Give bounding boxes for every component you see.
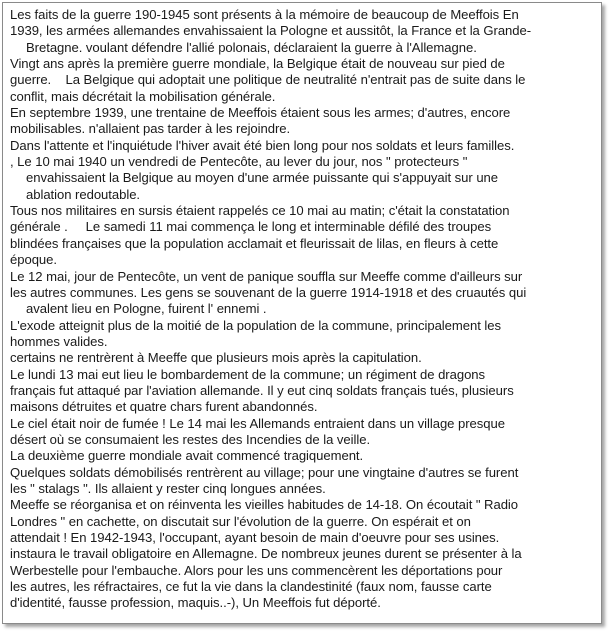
text-line: Les faits de la guerre 190-1945 sont présents à la mémoire de beaucoup de Meeffois En	[10, 7, 519, 22]
text-line: Dans l'attente et l'inquiétude l'hiver avait été bien long pour nos soldats et leurs familles.	[10, 137, 515, 153]
text-line: Werbestelle pour l'embauche. Alors pour les uns commencèrent les déportations pour	[10, 562, 503, 578]
text-line: mobilisables. n'allaient pas tarder à les rejoindre.	[10, 121, 291, 137]
text-line: La deuxième guerre mondiale avait commencé tragiquement.	[10, 448, 364, 464]
document-frame	[2, 2, 602, 624]
text-line: , Le 10 mai 1940 un vendredi de Pentecôte, au lever du jour, nos " protecteurs "	[10, 154, 468, 170]
text-line: désert où se consumaient les restes des Incendies de la veille.	[10, 431, 371, 447]
text-line: Tous nos militaires en sursis étaient rappelés ce 10 mai au matin; c'était la constatation	[10, 203, 510, 219]
text-line: blindées françaises que la population acclamait et fleurissait de lilas, en fleurs à cette	[10, 235, 499, 251]
text-line: L'exode atteignit plus de la moitié de la population de la commune, principalement les	[10, 317, 501, 333]
text-line: générale . Le samedi 11 mai commença le long et interminable défilé des troupes	[10, 219, 492, 235]
text-line: hommes valides.	[10, 333, 108, 349]
text-line: En septembre 1939, une trentaine de Meeffois étaient sous les armes; d'autres, encore	[10, 105, 511, 121]
text-line: Quelques soldats démobilisés rentrèrent au village; pour une vingtaine d'autres se furent	[10, 464, 519, 480]
text-line: Vingt ans après la première guerre mondiale, la Belgique était de nouveau sur pied de	[10, 56, 505, 72]
text-line: envahissaient la Belgique au moyen d'une armée puissante qui s'appuyait sur une	[26, 170, 499, 186]
text-line: Londres " en cachette, on discutait sur l'évolution de la guerre. On espérait et on	[10, 513, 471, 529]
text-line: Le 12 mai, jour de Pentecôte, un vent de panique souffla sur Meeffe comme d'ailleurs sur	[10, 268, 523, 284]
text-line: Meeffe se réorganisa et on réinventa les vieilles habitudes de 14-18. On écoutait " Radio	[10, 497, 519, 513]
text-line: maisons détruites et quatre chars furent abandonnés.	[10, 399, 318, 415]
text-line: Le lundi 13 mai eut lieu le bombardement de la commune; un régiment de dragons	[10, 366, 486, 382]
text-line: instaura le travail obligatoire en Allemagne. De nombreux jeunes durent se présenter à la	[10, 546, 522, 562]
text-line: 1939, les armées allemandes envahissaient la Pologne et aussitôt, la France et la Grande-	[10, 23, 532, 39]
text-line: ablation redoutable.	[26, 186, 141, 202]
text-line: guerre. La Belgique qui adoptait une politique de neutralité n'entrait pas de suite dans le	[10, 72, 526, 88]
text-line: Bretagne. voulant défendre l'allié polonais, déclaraient la guerre à l'Allemagne.	[26, 39, 477, 55]
text-line: Le ciel était noir de fumée ! Le 14 mai les Allemands entraient dans un village presque	[10, 415, 505, 431]
text-line: les autres communes. Les gens se souvenant de la guerre 1914-1918 et des cruautés qui	[10, 284, 527, 300]
text-line: certains ne rentrèrent à Meeffe que plusieurs mois après la capitulation.	[10, 350, 422, 366]
text-line: époque.	[10, 252, 57, 268]
text-line: avalent lieu en Pologne, fuirent l' ennemi .	[26, 301, 267, 317]
text-line: les " stalags ". Ils allaient y rester cinq longues années.	[10, 480, 326, 496]
text-line: conflit, mais décrétait la mobilisation générale.	[10, 88, 276, 104]
document-text	[10, 7, 600, 612]
text-line: les autres, les réfractaires, ce fut la vie dans la clandestinité (faux nom, fausse carte	[10, 579, 492, 595]
text-line: d'identité, fausse profession, maquis..-), Un Meeffois fut déporté.	[10, 595, 381, 611]
text-line: attendait ! En 1942-1943, l'occupant, ayant besoin de main d'oeuvre pour ses usines.	[10, 530, 500, 545]
text-line: français fut attaqué par l'aviation allemande. Il y eut cinq soldats français tués, plusieurs	[10, 382, 514, 398]
